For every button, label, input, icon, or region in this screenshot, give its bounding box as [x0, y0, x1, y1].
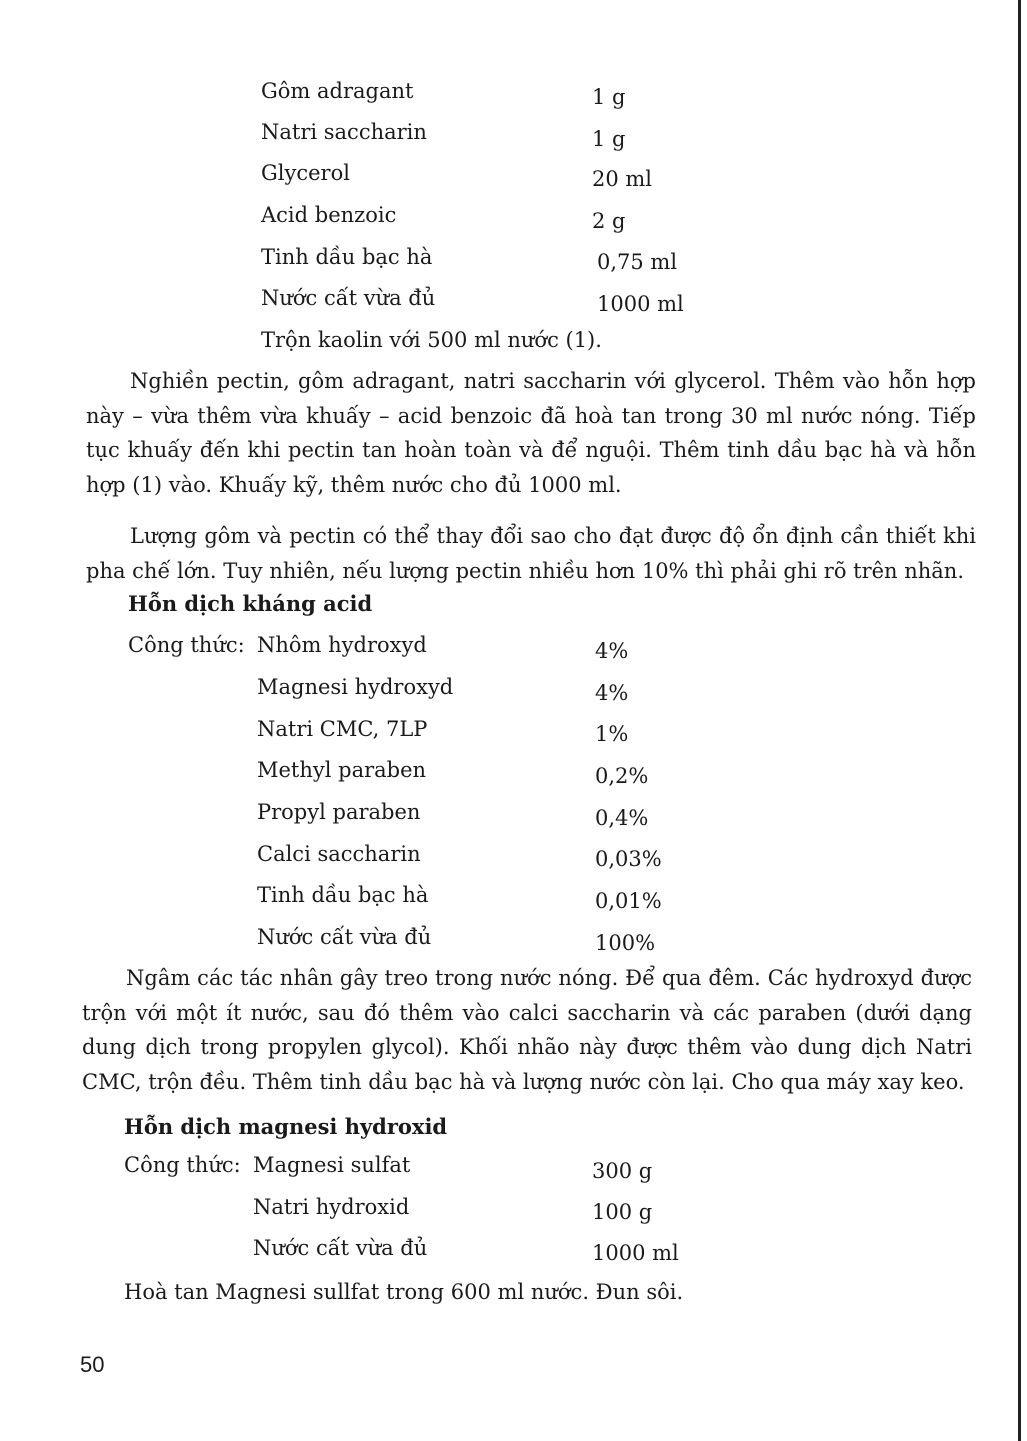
page-number: 50	[80, 1352, 105, 1377]
formula1-amount-3: 2 g	[592, 209, 626, 233]
mg-instructions: Hoà tan Magnesi sullfat trong 600 ml nước. Đun sôi.	[124, 1280, 684, 1304]
antacid-amount-2: 1%	[595, 722, 629, 746]
antacid-name-5: Calci saccharin	[257, 842, 421, 866]
antacid-amount-0: 4%	[595, 639, 629, 663]
antacid-heading: Hỗn dịch kháng acid	[128, 591, 373, 616]
antacid-amount-6: 0,01%	[595, 889, 662, 913]
antacid-name-7: Nước cất vừa đủ	[257, 925, 432, 949]
mix-kaolin-line: Trộn kaolin với 500 ml nước (1).	[261, 328, 602, 352]
formula1-name-2: Glycerol	[261, 161, 350, 185]
formula1-name-0: Gôm adragant	[261, 79, 414, 103]
antacid-amount-5: 0,03%	[595, 847, 662, 871]
formula1-amount-1: 1 g	[592, 127, 626, 151]
antacid-name-0: Nhôm hydroxyd	[257, 633, 427, 657]
antacid-formula-label: Công thức:	[128, 633, 245, 657]
mg-heading: Hỗn dịch magnesi hydroxid	[124, 1114, 448, 1139]
mg-name-2: Nước cất vừa đủ	[253, 1236, 428, 1260]
formula1-amount-4: 0,75 ml	[597, 250, 678, 274]
antacid-instructions: Ngâm các tác nhân gây treo trong nước nóng. Để qua đêm. Các hydroxyd được trộn với một ít nước, sau đó thêm vào calci saccharin và các paraben (dưới dạng dung dịch trong propylen glycol). Khối nhão này được thêm vào dung dịch Natri CMC, trộn đều. Thêm tinh dầu bạc hà và lượng nước còn lại. Cho qua máy xay keo.	[82, 966, 972, 1094]
antacid-amount-1: 4%	[595, 681, 629, 705]
antacid-name-2: Natri CMC, 7LP	[257, 717, 428, 741]
formula1-amount-5: 1000 ml	[597, 292, 684, 316]
formula1-name-4: Tinh dầu bạc hà	[261, 245, 433, 269]
formula1-amount-2: 20 ml	[592, 167, 653, 191]
antacid-name-1: Magnesi hydroxyd	[257, 675, 454, 699]
antacid-name-6: Tinh dầu bạc hà	[257, 883, 429, 907]
mg-amount-1: 100 g	[592, 1200, 653, 1224]
page-edge-rule	[1018, 0, 1021, 1441]
mg-name-1: Natri hydroxid	[253, 1195, 410, 1219]
formula1-name-1: Natri saccharin	[261, 120, 427, 144]
mg-name-0: Magnesi sulfat	[253, 1153, 411, 1177]
formula1-name-5: Nước cất vừa đủ	[261, 286, 436, 310]
mg-amount-0: 300 g	[592, 1159, 653, 1183]
mg-amount-2: 1000 ml	[592, 1241, 679, 1265]
antacid-amount-4: 0,4%	[595, 806, 649, 830]
antacid-name-4: Propyl paraben	[257, 800, 421, 824]
antacid-amount-3: 0,2%	[595, 764, 649, 788]
formula1-amount-0: 1 g	[592, 85, 626, 109]
paragraph-2: Lượng gôm và pectin có thể thay đổi sao cho đạt được độ ổn định cần thiết khi pha chế lớn. Tuy nhiên, nếu lượng pectin nhiều hơn 10% thì phải ghi rõ trên nhãn.	[86, 524, 976, 583]
mg-formula-label: Công thức:	[124, 1153, 241, 1177]
formula1-name-3: Acid benzoic	[261, 203, 397, 227]
antacid-name-3: Methyl paraben	[257, 758, 427, 782]
antacid-amount-7: 100%	[595, 931, 656, 955]
paragraph-1: Nghiền pectin, gôm adragant, natri saccharin với glycerol. Thêm vào hỗn hợp này – vừa thêm vừa khuấy – acid benzoic đã hoà tan trong 30 ml nước nóng. Tiếp tục khuấy đến khi pectin tan hoàn toàn và để nguội. Thêm tinh dầu bạc hà và hỗn hợp (1) vào. Khuấy kỹ, thêm nước cho đủ 1000 ml.	[86, 369, 976, 497]
